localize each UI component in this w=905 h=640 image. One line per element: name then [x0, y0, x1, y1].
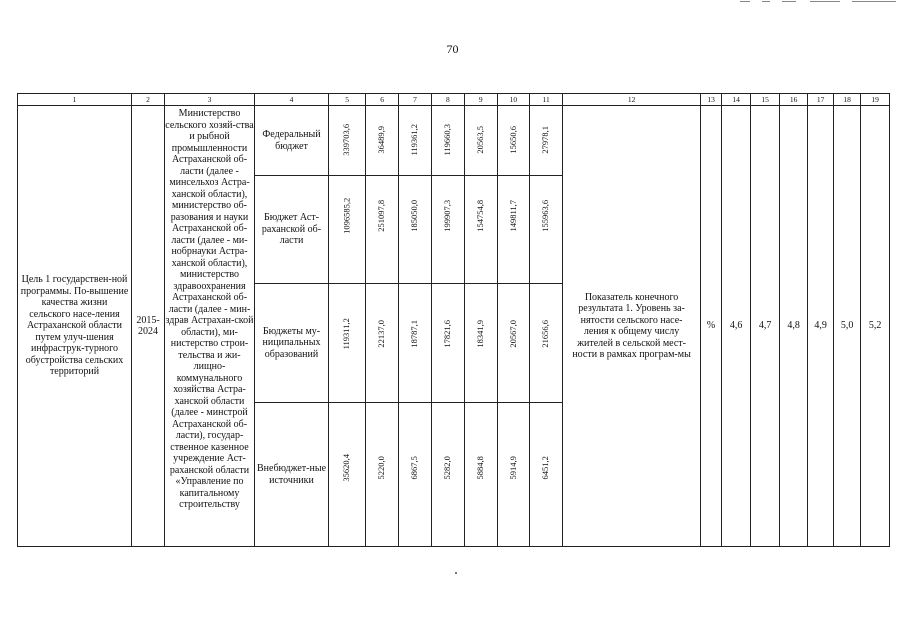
funding-value: 119361,2 — [409, 124, 420, 156]
funding-value: 119660,3 — [442, 124, 453, 156]
col-number: 14 — [722, 94, 751, 106]
col-number: 12 — [563, 94, 701, 106]
col-number: 10 — [497, 94, 530, 106]
scan-speck — [455, 572, 457, 574]
funding-value: 35620,4 — [341, 454, 352, 482]
funding-value: 339703,6 — [341, 124, 352, 156]
col-number: 5 — [329, 94, 366, 106]
col-number: 15 — [751, 94, 780, 106]
funding-value: 154754,8 — [474, 200, 485, 232]
indicator-text: Показатель конечного результата 1. Уровень за-нятости сельского насе-ления к общему числу жителей в сельской мест-ности в рамках програм-мы — [563, 106, 701, 547]
funding-source: Внебюджет-ные источники — [255, 403, 329, 547]
indicator-value: 4,6 — [722, 106, 751, 547]
column-number-row — [18, 94, 890, 106]
funding-value: 5914,9 — [507, 456, 518, 480]
goal-text: Цель 1 государствен-ной программы. По-вышение качества жизни сельского насе-ления Астраханской области путем улуч-шения инфраструк-турного обустройства сельских территорий — [18, 106, 132, 547]
col-number: 16 — [780, 94, 808, 106]
col-number: 3 — [165, 94, 255, 106]
col-number: 17 — [808, 94, 834, 106]
funding-value: 185050,0 — [409, 200, 420, 232]
funding-value: 18341,9 — [474, 320, 485, 348]
funding-value: 5884,8 — [474, 456, 485, 480]
funding-value: 36489,9 — [376, 126, 387, 154]
funding-value: 6451,2 — [540, 456, 551, 480]
funding-value: 119311,2 — [341, 318, 352, 350]
funding-value: 17821,6 — [442, 320, 453, 348]
col-number: 6 — [366, 94, 399, 106]
indicator-value: 4,7 — [751, 106, 780, 547]
col-number: 19 — [861, 94, 890, 106]
program-table — [17, 93, 890, 547]
period-text: 2015-2024 — [132, 106, 165, 547]
funding-value: 15650,6 — [507, 126, 518, 154]
col-number: 8 — [431, 94, 464, 106]
col-number: 7 — [399, 94, 432, 106]
indicator-value: 5,0 — [834, 106, 861, 547]
funding-value: 149811,7 — [507, 200, 518, 232]
indicator-value: 4,8 — [780, 106, 808, 547]
indicator-value: 5,2 — [861, 106, 890, 547]
funding-value: 6867,5 — [409, 456, 420, 480]
funding-value: 20563,5 — [474, 126, 485, 154]
col-number: 11 — [530, 94, 563, 106]
col-number: 13 — [701, 94, 722, 106]
funding-value: 1096585,2 — [341, 197, 352, 235]
funding-value: 20567,0 — [507, 320, 518, 348]
funding-source: Бюджеты му-ниципальных образований — [255, 284, 329, 403]
col-number: 1 — [18, 94, 132, 106]
funding-source: Федеральный бюджет — [255, 106, 329, 176]
funding-value: 22137,0 — [376, 320, 387, 348]
funding-value: 21656,6 — [540, 320, 551, 348]
funding-value: 18787,1 — [409, 320, 420, 348]
funding-value: 251097,8 — [376, 200, 387, 232]
funding-value: 5220,0 — [376, 456, 387, 480]
page-number: 70 — [446, 42, 459, 56]
funding-value: 5282,0 — [442, 456, 453, 480]
top-edge-marks — [740, 0, 900, 4]
col-number: 2 — [132, 94, 165, 106]
col-number: 9 — [464, 94, 497, 106]
unit-text: % — [701, 106, 722, 547]
funding-value: 155963,6 — [540, 200, 551, 232]
col-number: 18 — [834, 94, 861, 106]
executors-text: Министерство сельского хозяй-ства и рыбной промышленности Астраханской об-ласти (далее - минсельхоз Астра-ханской области), министерство об-разования и науки Астраханской об-ласти (далее - ми-нобрнауки Астра-ханской области), министерство здравоохранения Астраханской об-ласти (далее - мин-здрав Астрахан-ской области), ми-нистерство строи-тельства и жи-лищно-коммунального хозяйства Астра-ханской области (далее - минстрой Астраханской об-ласти), государ-ственное казенное учреждение Аст-раханской области «Управление по капитальному строительству — [165, 106, 255, 547]
funding-value: 199907,3 — [442, 200, 453, 232]
funding-source: Бюджет Аст-раханской об-ласти — [255, 176, 329, 284]
funding-value: 27978,1 — [540, 126, 551, 154]
col-number: 4 — [255, 94, 329, 106]
indicator-value: 4,9 — [808, 106, 834, 547]
funding-row-federal — [18, 106, 890, 176]
